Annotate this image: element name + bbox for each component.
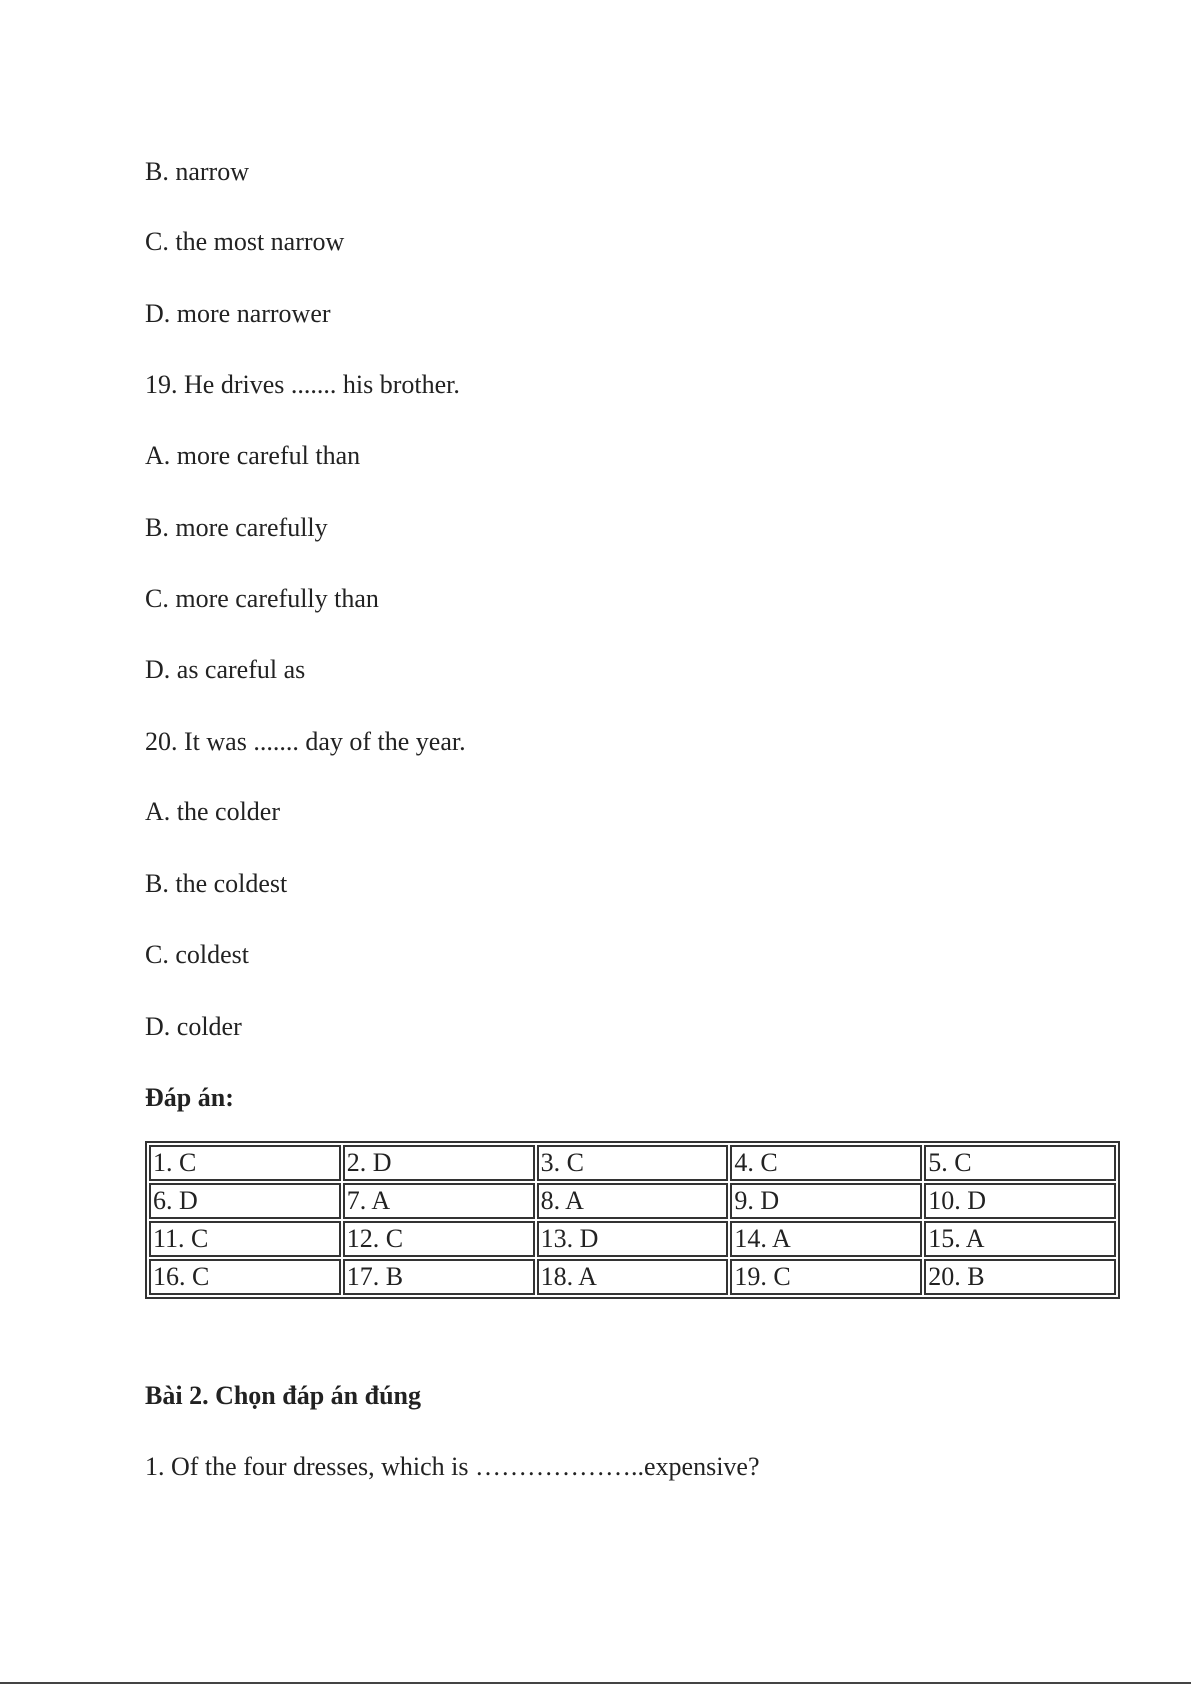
table-cell: 1. C xyxy=(149,1145,341,1181)
table-cell: 6. D xyxy=(149,1183,341,1219)
table-cell: 16. C xyxy=(149,1259,341,1295)
table-row xyxy=(149,1259,1116,1295)
table-cell: 2. D xyxy=(343,1145,535,1181)
q20-option-d: D. colder xyxy=(145,1012,242,1041)
table-cell: 20. B xyxy=(924,1259,1116,1295)
table-cell: 9. D xyxy=(730,1183,922,1219)
section-2-question-1: 1. Of the four dresses, which is ………………..expensive? xyxy=(145,1452,760,1481)
q19-option-d: D. as careful as xyxy=(145,655,306,684)
table-cell: 5. C xyxy=(924,1145,1116,1181)
q18-option-c: C. the most narrow xyxy=(145,227,345,256)
table-cell: 17. B xyxy=(343,1259,535,1295)
section-2-title: Bài 2. Chọn đáp án đúng xyxy=(145,1381,422,1410)
table-row xyxy=(149,1221,1116,1257)
table-cell: 13. D xyxy=(537,1221,729,1257)
q20-option-b: B. the coldest xyxy=(145,869,288,898)
table-cell: 3. C xyxy=(537,1145,729,1181)
table-cell: 11. C xyxy=(149,1221,341,1257)
question-20: 20. It was ....... day of the year. xyxy=(145,727,466,756)
table-cell: 19. C xyxy=(730,1259,922,1295)
q18-option-d: D. more narrower xyxy=(145,299,331,328)
q19-option-b: B. more carefully xyxy=(145,513,328,542)
table-cell: 10. D xyxy=(924,1183,1116,1219)
table-row xyxy=(149,1145,1116,1181)
table-cell: 7. A xyxy=(343,1183,535,1219)
answer-key-heading: Đáp án: xyxy=(145,1083,234,1112)
q20-option-a: A. the colder xyxy=(145,797,281,826)
q19-option-c: C. more carefully than xyxy=(145,584,379,613)
table-cell: 14. A xyxy=(730,1221,922,1257)
table-cell: 4. C xyxy=(730,1145,922,1181)
table-cell: 15. A xyxy=(924,1221,1116,1257)
page-bottom-rule xyxy=(0,1682,1191,1684)
q19-option-a: A. more careful than xyxy=(145,441,361,470)
table-cell: 18. A xyxy=(537,1259,729,1295)
table-row xyxy=(149,1183,1116,1219)
table-cell: 8. A xyxy=(537,1183,729,1219)
answer-key-table xyxy=(145,1141,1120,1299)
q18-option-b: B. narrow xyxy=(145,157,249,186)
q20-option-c: C. coldest xyxy=(145,940,249,969)
table-cell: 12. C xyxy=(343,1221,535,1257)
question-19: 19. He drives ....... his brother. xyxy=(145,370,460,399)
